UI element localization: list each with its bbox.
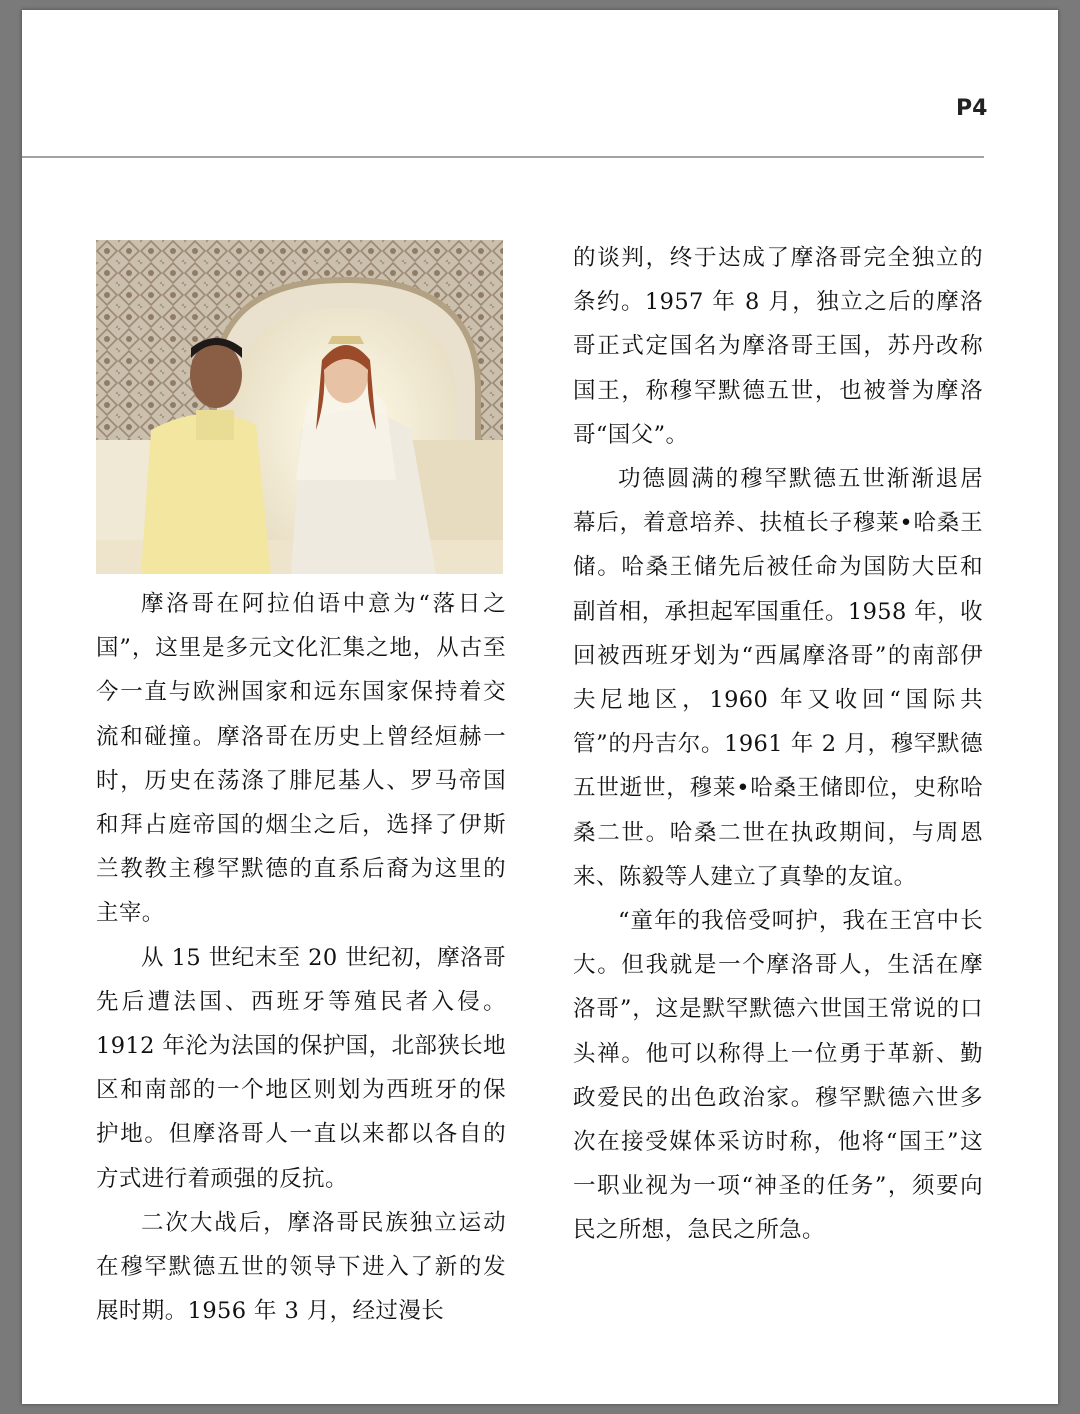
document-page	[22, 10, 1058, 1404]
header-divider	[22, 156, 984, 158]
paragraph-hassan-ii: 功德圆满的穆罕默德五世渐渐退居幕后，着意培养、扶植长子穆莱•哈桑王储。哈桑王储先后被任命为国防大臣和副首相，承担起军国重任。1958 年，收回被西班牙划为“西属摩洛哥”的南部伊夫尼地区，1960 年又收回“国际共管”的丹吉尔。1961 年 2 月，穆罕默德五世逝世，穆莱•哈桑王储即位，史称哈桑二世。哈桑二世在执政期间，与周恩来、陈毅等人建立了真挚的友谊。	[573, 466, 983, 890]
page-number: P4	[956, 96, 988, 121]
right-column	[573, 236, 983, 1253]
paragraph-morocco-origin: 摩洛哥在阿拉伯语中意为“落日之国”，这里是多元文化汇集之地，从古至今一直与欧洲国家和远东国家保持着交流和碰撞。摩洛哥在历史上曾经烜赫一时，历史在荡涤了腓尼基人、罗马帝国和拜占庭帝国的烟尘之后，选择了伊斯兰教教主穆罕默德的直系后裔为这里的主宰。	[96, 591, 506, 927]
left-column	[96, 582, 506, 1333]
paragraph-independence-movement: 二次大战后，摩洛哥民族独立运动在穆罕默德五世的领导下进入了新的发展时期。1956 年 3 月，经过漫长	[96, 1209, 506, 1325]
paragraph-colonial-history: 从 15 世纪末至 20 世纪初，摩洛哥先后遭法国、西班牙等殖民者入侵。1912 年沦为法国的保护国，北部狭长地区和南部的一个地区则划为西班牙的保护地。但摩洛哥人一直以来都以各自的方式进行着顽强的反抗。	[96, 944, 506, 1192]
paragraph-independence-continued: 的谈判，终于达成了摩洛哥完全独立的条约。1957 年 8 月，独立之后的摩洛哥正式定国名为摩洛哥王国，苏丹改称国王，称穆罕默德五世，也被誉为摩洛哥“国父”。	[573, 245, 983, 448]
royal-wedding-photo	[96, 240, 503, 574]
paragraph-mohammed-vi: “童年的我倍受呵护，我在王宫中长大。但我就是一个摩洛哥人，生活在摩洛哥”，这是默罕默德六世国王常说的口头禅。他可以称得上一位勇于革新、勤政爱民的出色政治家。穆罕默德六世多次在接受媒体采访时称，他将“国王”这一职业视为一项“神圣的任务”，须要向民之所想，急民之所急。	[573, 908, 983, 1244]
